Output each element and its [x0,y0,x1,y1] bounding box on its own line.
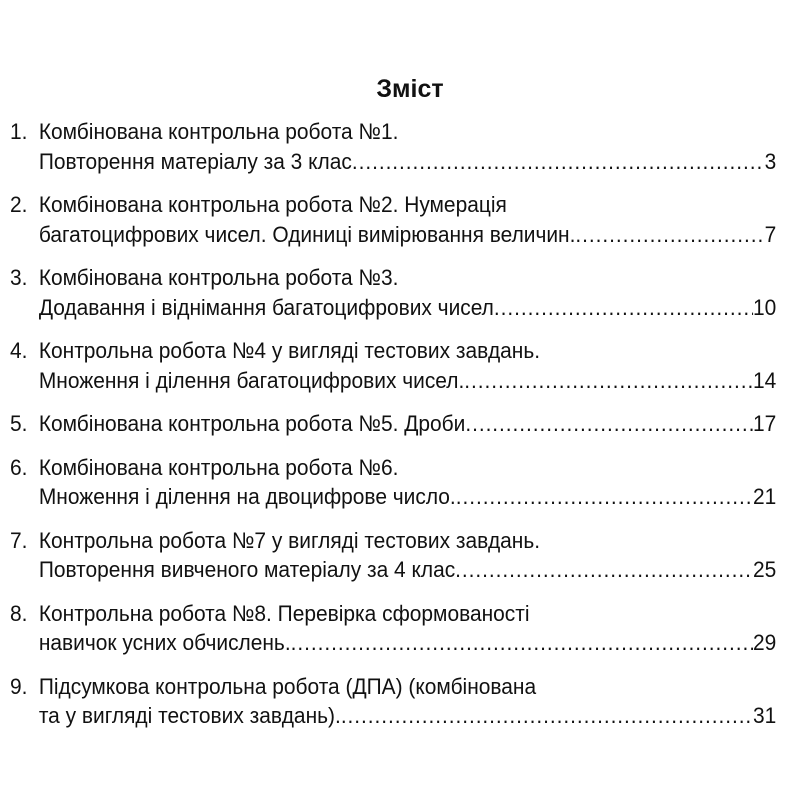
dot-leader [456,482,753,512]
entry-last-line [10,409,776,439]
toc-entry[interactable] [10,599,776,658]
toc-entry[interactable] [10,672,776,731]
entry-number: 4. [10,338,28,363]
dot-leader [291,628,753,658]
entry-number: 2. [10,192,28,217]
entry-title-text: Множення і ділення на двоцифрове число. [38,484,456,509]
dot-leader [464,366,753,396]
page-number[interactable]: 14 [753,367,777,393]
entry-last-line [10,482,776,512]
entry-title-line: Комбінована контрольна робота №2. Нумерація [38,192,507,217]
entry-number: 7. [10,527,28,553]
entry-title-line: Комбінована контрольна робота №3. [38,265,399,290]
dot-leader [341,701,753,731]
toc-entry[interactable] [10,453,776,512]
toc-entry[interactable] [10,336,776,395]
entry-title-line: Контрольна робота №8. Перевірка сформованості [38,600,530,626]
entry-last-line [10,147,776,177]
entry-title-line: Комбінована контрольна робота №6. [38,454,399,480]
page-number[interactable]: 7 [764,221,777,247]
page-number[interactable]: 29 [753,630,777,655]
entry-title-line: Контрольна робота №4 у вигляді тестових завдань. [38,338,541,363]
entry-last-line [10,628,776,658]
entry-title-text: Повторення матеріалу за 3 клас [38,148,352,174]
entry-number: 1. [10,119,28,144]
entry-title-text: Повторення вивченого матеріалу за 4 клас [38,557,456,582]
entry-title-text: Множення і ділення багатоцифрових чисел. [38,367,465,393]
toc-entry[interactable] [10,409,776,439]
dot-leader [575,220,764,250]
entry-number: 3. [10,265,28,290]
table-of-contents [10,117,776,745]
dot-leader [352,147,765,177]
entry-number: 6. [10,454,28,480]
entry-last-line [10,366,776,396]
entry-title-text: навичок усних обчислень. [38,630,291,655]
toc-entry[interactable] [10,190,776,249]
page-number[interactable]: 21 [753,484,777,509]
page-number[interactable]: 17 [753,411,777,436]
dot-leader [465,409,753,439]
entry-number: 5. [10,411,28,436]
page-number[interactable]: 10 [753,294,777,320]
entry-last-line [10,220,776,250]
page-number[interactable]: 31 [753,703,777,728]
page-title: Зміст [376,75,444,103]
entry-title-text: Додавання і віднімання багатоцифрових чисел [38,294,494,320]
entry-title-text: Комбінована контрольна робота №5. Дроби [38,411,466,436]
toc-entry[interactable] [10,117,776,176]
entry-last-line [10,701,776,731]
entry-last-line [10,555,776,585]
page-number[interactable]: 25 [753,557,777,582]
entry-number: 9. [10,673,28,699]
entry-title-line: Комбінована контрольна робота №1. [38,119,399,144]
entry-number: 8. [10,600,28,626]
toc-entry[interactable] [10,526,776,585]
entry-title-line: Контрольна робота №7 у вигляді тестових завдань. [38,527,541,553]
toc-entry[interactable] [10,263,776,322]
page-number[interactable]: 3 [764,148,777,174]
entry-title-text: багатоцифрових чисел. Одиниці вимірювання величин. [38,221,576,247]
entry-last-line [10,293,776,323]
entry-title-text: та у вигляді тестових завдань). [38,703,341,728]
dot-leader [494,293,753,323]
dot-leader [455,555,753,585]
entry-title-line: Підсумкова контрольна робота (ДПА) (комбінована [38,673,537,699]
